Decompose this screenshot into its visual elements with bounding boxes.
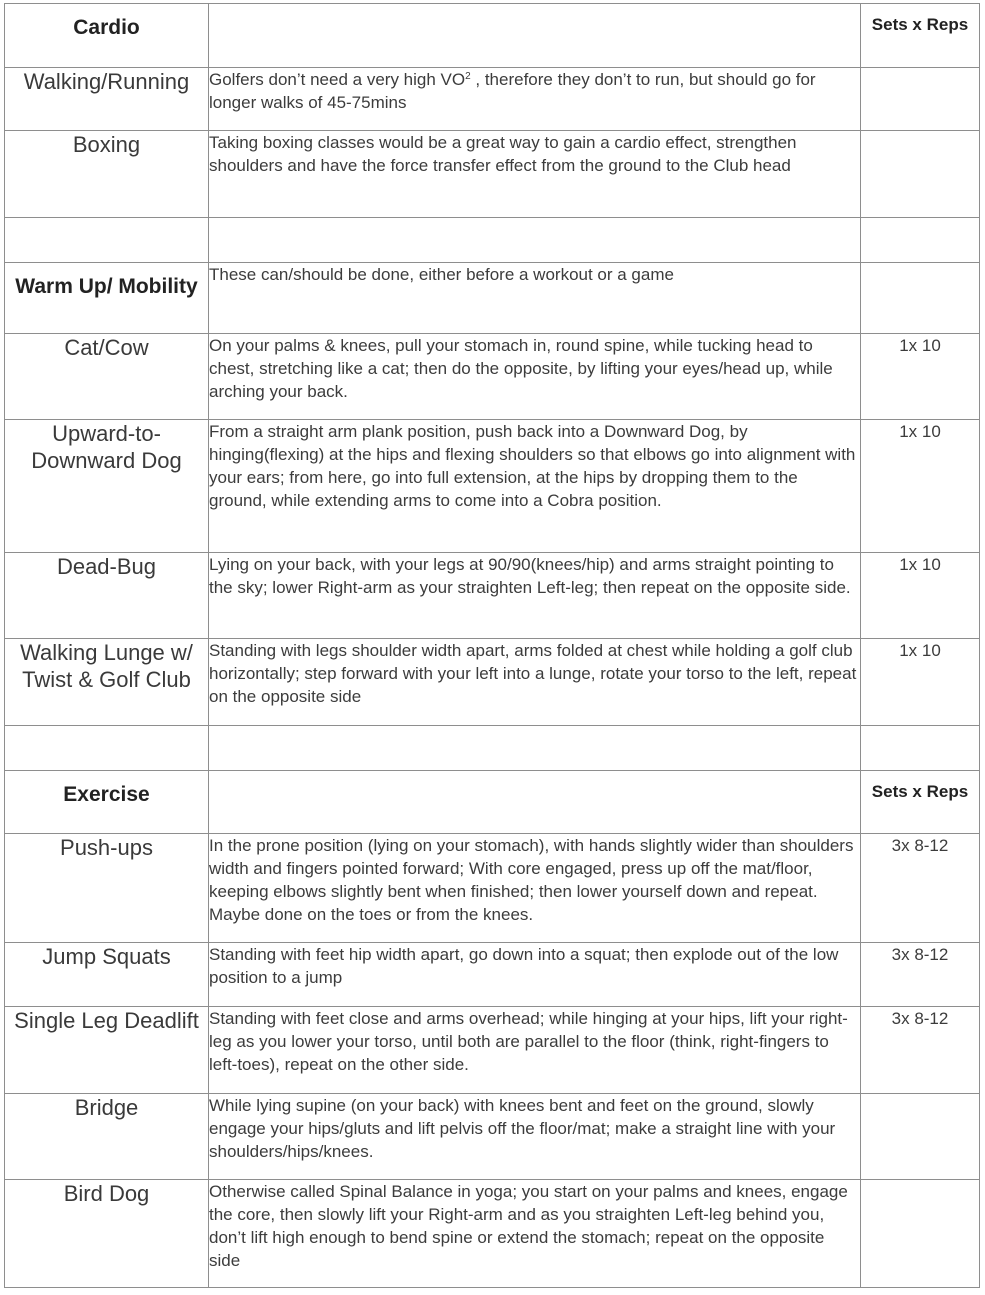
section-title-warmup: Warm Up/ Mobility [5, 263, 209, 334]
section-header-exercise [5, 771, 980, 834]
empty-cell [861, 726, 980, 771]
exercise-name: Single Leg Deadlift [5, 1007, 209, 1094]
table-row [5, 1007, 980, 1094]
section-intro: These can/should be done, either before a workout or a game [209, 263, 861, 334]
exercise-name: Upward-to-Downward Dog [5, 420, 209, 553]
exercise-description: Standing with feet close and arms overhead; while hinging at your hips, lift your right-leg as you lower your torso, until both are parallel to the floor (think, right-fingers to left-toes), repeat on the other side. [209, 1007, 861, 1094]
exercise-description: From a straight arm plank position, push back into a Downward Dog, by hinging(flexing) at the hips and flexing shoulders so that elbows go into alignment with your ears; from here, go into full extension, at the hips by dropping them to the ground, while extending arms to come into a Cobra position. [209, 420, 861, 553]
exercise-description: Standing with feet hip width apart, go down into a squat; then explode out of the low position to a jump [209, 943, 861, 1007]
sets-reps-value: 3x 8-12 [861, 1007, 980, 1094]
exercise-name: Walking/Running [5, 68, 209, 131]
table-row [5, 1094, 980, 1180]
sets-reps-header: Sets x Reps [861, 4, 980, 68]
empty-cell [5, 726, 209, 771]
exercise-name: Dead-Bug [5, 553, 209, 639]
sets-reps-value [861, 68, 980, 131]
exercise-description: Taking boxing classes would be a great way to gain a cardio effect, strengthen shoulders and have the force transfer effect from the ground to the Club head [209, 131, 861, 218]
empty-cell [861, 218, 980, 263]
exercise-description: Golfers don’t need a very high $VO^2$ , therefore they don’t to run, but should go for longer walks of 45-75mins [209, 68, 861, 131]
exercise-name: Jump Squats [5, 943, 209, 1007]
section-header-cardio [5, 4, 980, 68]
exercise-name: Walking Lunge w/ Twist & Golf Club [5, 639, 209, 726]
sets-reps-value: 3x 8-12 [861, 834, 980, 943]
exercise-name: Bridge [5, 1094, 209, 1180]
table-row [5, 943, 980, 1007]
exercise-description: On your palms & knees, pull your stomach in, round spine, while tucking head to chest, stretching like a cat; then do the opposite, by lifting your eyes/head up, while arching your back. [209, 334, 861, 420]
sets-reps-header: Sets x Reps [861, 771, 980, 834]
sets-reps-value: 1x 10 [861, 553, 980, 639]
table-row [5, 834, 980, 943]
table-row [5, 553, 980, 639]
section-title-cardio: Cardio [5, 4, 209, 68]
sets-reps-value: 3x 8-12 [861, 943, 980, 1007]
empty-cell [5, 218, 209, 263]
exercise-name: Boxing [5, 131, 209, 218]
sets-reps-value [861, 1180, 980, 1288]
exercise-description: Otherwise called Spinal Balance in yoga; you start on your palms and knees, engage the core, then slowly lift your Right-arm and as you straighten Left-leg behind you, don’t lift high enough to bend spine or extend the stomach; repeat on the opposite side [209, 1180, 861, 1288]
exercise-name: Bird Dog [5, 1180, 209, 1288]
table-row [5, 639, 980, 726]
empty-cell [209, 218, 861, 263]
sets-reps-value: 1x 10 [861, 420, 980, 553]
section-title-exercise: Exercise [5, 771, 209, 834]
sets-reps-value [861, 1094, 980, 1180]
table-row [5, 131, 980, 218]
sets-reps-value: 1x 10 [861, 334, 980, 420]
exercise-description: Lying on your back, with your legs at 90/90(knees/hip) and arms straight pointing to the sky; lower Right-arm as your straighten Left-leg; then repeat on the opposite side. [209, 553, 861, 639]
empty-cell [209, 771, 861, 834]
table-row [5, 420, 980, 553]
section-header-warmup [5, 263, 980, 334]
exercise-description: Standing with legs shoulder width apart, arms folded at chest while holding a golf club horizontally; step forward with your left into a lunge, rotate your torso to the left, repeat on the opposite side [209, 639, 861, 726]
empty-cell [209, 726, 861, 771]
exercise-description: While lying supine (on your back) with knees bent and feet on the ground, slowly engage your hips/gluts and lift pelvis off the floor/mat; make a straight line with your shoulders/hips/knees. [209, 1094, 861, 1180]
sets-reps-value: 1x 10 [861, 639, 980, 726]
exercise-name: Push-ups [5, 834, 209, 943]
empty-cell [861, 263, 980, 334]
table-row [5, 334, 980, 420]
sets-reps-value [861, 131, 980, 218]
workout-table [4, 3, 980, 1288]
table-row [5, 68, 980, 131]
spacer-row [5, 726, 980, 771]
table-row [5, 1180, 980, 1288]
exercise-description: In the prone position (lying on your stomach), with hands slightly wider than shoulders width and fingers pointed forward; With core engaged, press up off the mat/floor, keeping elbows slightly bent when finished; then lower yourself down and repeat. Maybe done on the toes or from the knees. [209, 834, 861, 943]
spacer-row [5, 218, 980, 263]
empty-cell [209, 4, 861, 68]
exercise-name: Cat/Cow [5, 334, 209, 420]
